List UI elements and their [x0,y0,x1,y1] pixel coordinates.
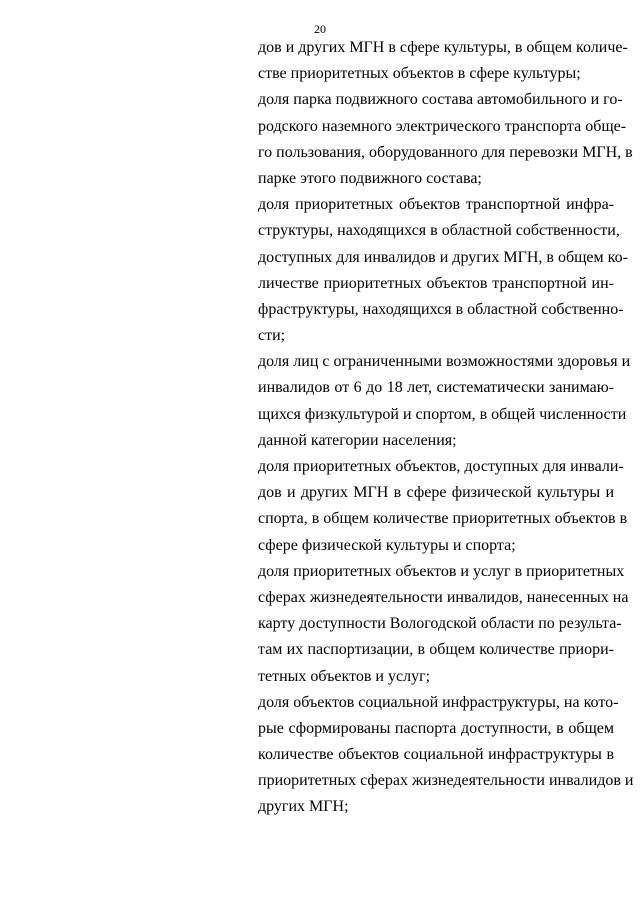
text-line: доля приоритетных объектов, доступных для инвали- [258,458,624,475]
text-line: рые сформированы паспорта доступности, в общем [258,719,614,737]
text-line: тетных объектов и услуг; [258,667,431,685]
text-line: приоритетных сферах жизнедеятельности инвалидов и [258,772,634,790]
text-line: других МГН; [258,798,349,816]
text-line: сферах жизнедеятельности инвалидов, нанесенных на [258,588,629,606]
text-line: доля лиц с ограниченными возможностями здоровья и [258,353,631,371]
text-line: фраструктуры, находящихся в областной собственно- [258,300,624,318]
text-line: доля парка подвижного состава автомобильного и го- [258,91,623,109]
page-number: 20 [314,22,326,36]
text-line: щихся физкультурой и спортом, в общей численности [258,405,627,423]
text-line: дов и других МГН в сфере культуры, в общем количе- [258,39,628,56]
text-line: доля приоритетных объектов транспортной инфра- [258,196,614,214]
text-line: спорта, в общем количестве приоритетных объектов в [258,510,628,528]
text-line: дов и других МГН в сфере физической культуры и [258,484,614,502]
text-line: личестве приоритетных объектов транспортной ин- [258,274,614,292]
text-line: карту доступности Вологодской области по результа- [258,615,622,633]
text-line: сти; [258,327,286,345]
text-line: структуры, находящихся в областной собственности, [258,222,620,240]
document-body [258,35,634,821]
text-line: сфере физической культуры и спорта; [258,536,516,554]
text-line: инвалидов от 6 до 18 лет, систематически занимаю- [258,379,614,397]
text-line: доля приоритетных объектов и услуг в приоритетных [258,562,625,580]
text-line: родского наземного электрического транспорта обще- [258,117,627,135]
text-line: стве приоритетных объектов в сфере культуры; [258,65,581,83]
text-line: доля объектов социальной инфраструктуры, на кото- [258,693,619,711]
text-line: там их паспортизации, в общем количестве приори- [258,641,614,659]
text-line: доступных для инвалидов и других МГН, в общем ко- [258,248,628,266]
text-line: данной категории населения; [258,431,457,449]
text-line: парке этого подвижного состава; [258,169,482,187]
text-line: го пользования, оборудованного для перевозки МГН, в [258,143,633,161]
text-line: количестве объектов социальной инфраструктуры в [258,746,614,764]
